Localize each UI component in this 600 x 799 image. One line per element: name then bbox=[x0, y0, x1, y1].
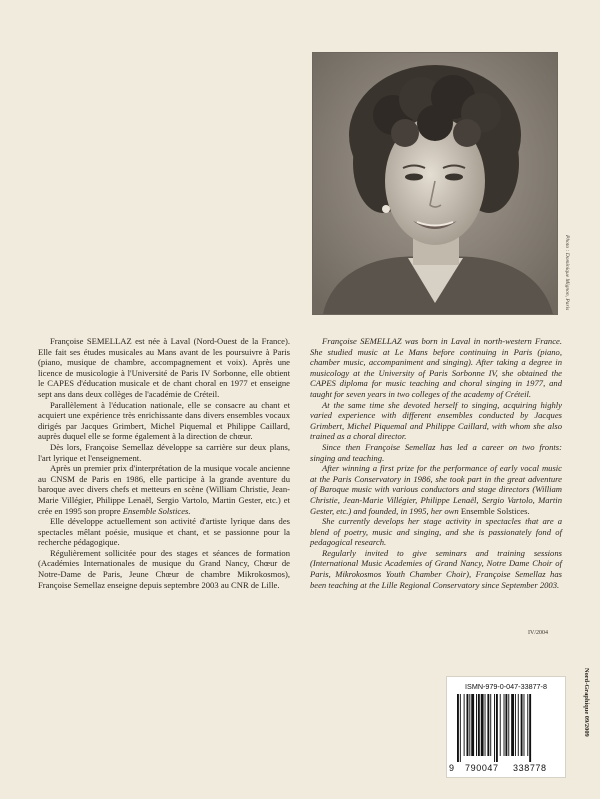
barcode-bar bbox=[464, 694, 465, 756]
printer-mark: Nord-Graphique 09/2009 bbox=[583, 668, 590, 737]
barcode-bar bbox=[460, 694, 461, 762]
ismn-number: ISMN-979-0-047-33877-8 bbox=[465, 682, 547, 691]
barcode-bar bbox=[524, 694, 525, 756]
bio-en-paragraph-3: Since then Françoise Semellaz has led a career on two fronts: singing and teaching. bbox=[310, 441, 562, 463]
barcode-bar bbox=[490, 694, 491, 756]
barcode-bar bbox=[476, 694, 477, 756]
barcode-digits-left: 790047 bbox=[465, 763, 499, 773]
barcode-bar bbox=[527, 694, 528, 756]
bio-fr-ensemble-name: Ensemble Solstices. bbox=[122, 505, 191, 516]
portrait-photo-icon bbox=[313, 53, 557, 314]
photo-credit: Photo : Dominique Mignon, Paris bbox=[564, 234, 570, 310]
bio-en-paragraph-2: At the same time she devoted herself to singing, acquiring highly varied experience with different ensembles conducted by Jacques Grimbert, Michel Piquemal and Philippe Caillard, with whom she also trained as a choral director. bbox=[310, 399, 562, 442]
barcode-icon bbox=[455, 694, 557, 762]
barcode-bar bbox=[485, 694, 486, 756]
barcode-bar bbox=[505, 694, 507, 756]
bio-en-paragraph-4 bbox=[310, 463, 562, 516]
barcode-bar bbox=[496, 694, 498, 762]
barcode-bar bbox=[467, 694, 469, 756]
barcode-bar bbox=[521, 694, 523, 756]
barcode-bar bbox=[515, 694, 516, 756]
bio-fr-paragraph-4 bbox=[38, 463, 290, 516]
barcode-bar bbox=[504, 694, 505, 756]
bio-en-paragraph-4-text: After winning a first prize for the performance of early vocal music at the Paris Conservatory in 1986, she took part in the great adventure of Baroque music with various conductors and stage directors (William Christie, Jean-Marie Villégier, Philippe Lenaël, Sergio Vartolo, Martin Gester, etc.) and founded, in 1995, her own bbox=[310, 463, 562, 516]
barcode-bar bbox=[529, 694, 531, 762]
barcode-bar bbox=[508, 694, 509, 756]
bio-en-paragraph-1: Françoise SEMELLAZ was born in Laval in north-western France. She studied music at Le Mans before continuing in Paris (piano, chamber music, accompaniment and singing). After taking a degree in musicology at the University of Paris Sorbonne IV, she obtained the CAPES diploma for music teaching and choral singing in 1977, and taught for seven years in two colleges of the academy of Créteil. bbox=[310, 336, 562, 399]
barcode-block bbox=[446, 676, 566, 778]
bio-fr-paragraph-1: Françoise SEMELLAZ est née à Laval (Nord-Ouest de la France). Elle fait ses études musicales au Mans avant de les poursuivre à Paris (piano, musique de chambre, accompagnement et voix). Après une licence de musicologie à l'Université de Paris IV Sorbonne, elle obtient le CAPES d'éducation musicale et de chant choral en 1977 et enseigne sept ans dans deux collèges de l'académie de Créteil. bbox=[38, 336, 290, 399]
bio-fr-paragraph-3: Dès lors, Françoise Semellaz développe sa carrière sur deux plans, l'art lyrique et l'enseignement. bbox=[38, 441, 290, 463]
barcode-bar bbox=[518, 694, 519, 756]
barcode-bar bbox=[487, 694, 489, 756]
barcode-bar bbox=[511, 694, 514, 756]
bio-fr-paragraph-4-text: Après un premier prix d'interprétation de la musique vocale ancienne au CNSM de Paris en 1986, elle participe à la grande aventure du baroque avec divers chefs et metteurs en scène (William Christie, Jean-Marie Villégier, Philippe Lenaël, Sergio Vartolo, Martin Gester, etc.) et crée en 1995 son propre bbox=[38, 463, 290, 516]
biography-english bbox=[310, 336, 562, 590]
edition-code: IV/2004 bbox=[528, 630, 548, 636]
bio-en-ensemble-name: Ensemble Solstices. bbox=[460, 505, 530, 516]
barcode-bar bbox=[478, 694, 480, 756]
bio-en-paragraph-5: She currently develops her stage activity in spectacles that are a blend of poetry, music and singing, and she is passionately fond of pedagogical research. bbox=[310, 516, 562, 548]
portrait-photo bbox=[312, 52, 558, 315]
bio-en-paragraph-6: Regularly invited to give seminars and training sessions (International Music Academies of Grand Nancy, Notre Dame Choir of Paris, Mikrokosmos Youth Chamber Choir), Françoise Semellaz has been teaching at the Lille Regional Conservatory since September 2003. bbox=[310, 547, 562, 590]
barcode-bar bbox=[494, 694, 495, 762]
barcode-digit-lead: 9 bbox=[449, 763, 455, 773]
barcode-bar bbox=[469, 694, 470, 756]
bio-fr-paragraph-6: Régulièrement sollicitée pour des stages et séances de formation (Académies Internationales de musique du Grand Nancy, Chœur de Notre-Dame de Paris, Jeune Chœur de chambre Mikrokosmos), Françoise Semellaz enseigne depuis septembre 2003 au CNR de Lille. bbox=[38, 547, 290, 590]
barcode-digits-right: 338778 bbox=[513, 763, 547, 773]
barcode-bar bbox=[500, 694, 501, 756]
bio-fr-paragraph-2: Parallèlement à l'éducation nationale, elle se consacre au chant et acquiert une expérience très enrichissante dans divers ensembles vocaux dirigés par Jacques Grimbert, Michel Piquemal et Philippe Caillard, auprès duquel elle se forme également à la direction de chœur. bbox=[38, 399, 290, 442]
barcode-bar bbox=[481, 694, 484, 756]
barcode-bar bbox=[471, 694, 474, 756]
biography-french bbox=[38, 336, 290, 590]
barcode-bar bbox=[457, 694, 459, 762]
bio-fr-paragraph-5: Elle développe actuellement son activité d'artiste lyrique dans des spectacles mêlant poésie, musique et chant, et se passionne pour la recherche pédagogique. bbox=[38, 516, 290, 548]
